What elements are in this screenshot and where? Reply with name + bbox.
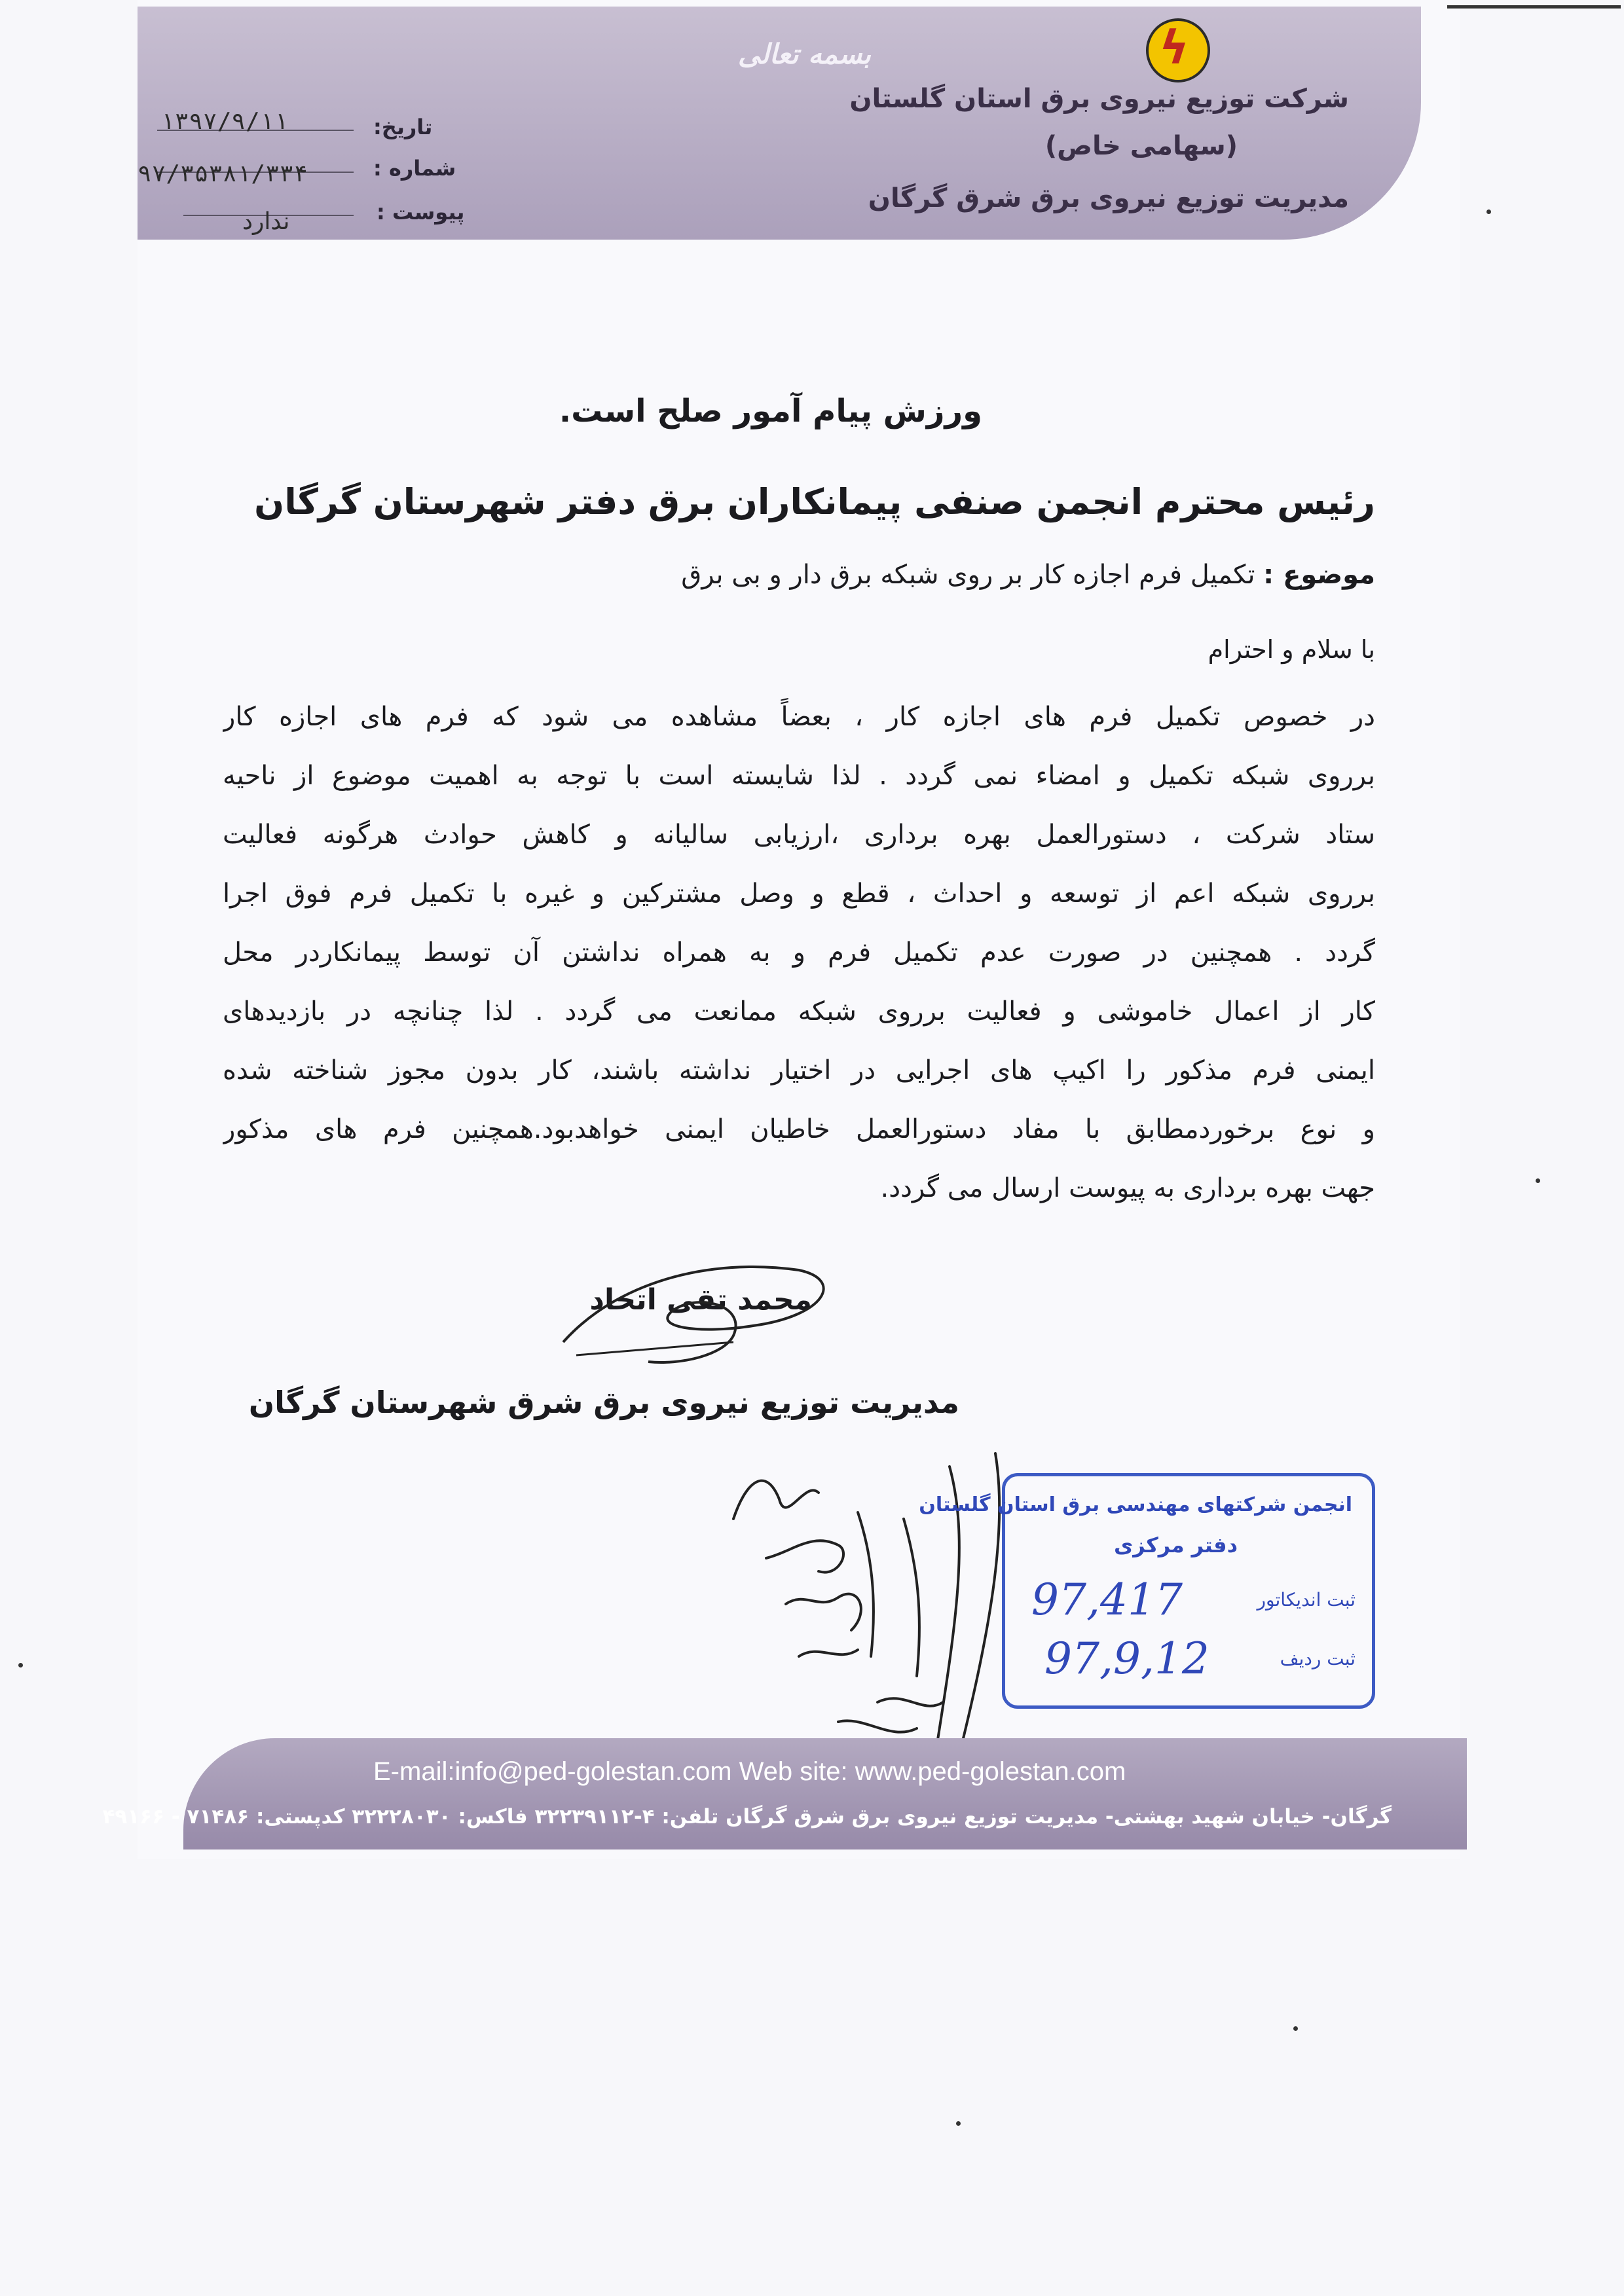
attachment-label: پیوست : (377, 200, 465, 225)
body-line: در خصوص تکمیل فرم های اجازه کار ، بعضاً مشاهده می شود که فرم های اجازه کار (223, 702, 1375, 732)
stamp-title: انجمن شرکتهای مهندسی برق استان گلستان (919, 1493, 1352, 1516)
signer-organization: مدیریت توزیع نیروی برق شرق شهرستان گرگان (248, 1385, 959, 1420)
subject-text: تکمیل فرم اجازه کار بر روی شبکه برق دار و بی برق (681, 560, 1255, 590)
body-line: و نوع برخوردمطابق با مفاد دستورالعمل خاطیان ایمنی خواهدبود.همچنین فرم های مذکور (223, 1114, 1375, 1144)
recipient: رئیس محترم انجمن صنفی پیمانکاران برق دفتر شهرستان گرگان (254, 481, 1375, 522)
body-line: ایمنی فرم مذکور را اکیپ های اجرایی در اختیار نداشته باشند، کار بدون مجوز شناخته شده (223, 1055, 1375, 1085)
footer-address: گرگان- خیابان شهید بهشتی- مدیریت توزیع نیروی برق شرق گرگان تلفن: ۴-۳۲۲۳۹۱۱۲ فاکس: ۳۲۲۲۸۰۳۰ کدپستی: ۷۱۴۸۶ - ۴۹۱۶۶ (102, 1805, 1392, 1829)
greeting: با سلام و احترام (1208, 635, 1375, 664)
company-type: (سهامی خاص) (1044, 131, 1238, 161)
footer-band (183, 1738, 1467, 1850)
body-line: جهت بهره برداری به پیوست ارسال می گردد. (880, 1173, 1375, 1203)
stamp-indicator-value: 97,417 (1031, 1575, 1183, 1625)
scan-speck (18, 1663, 23, 1667)
footer-contact: E-mail:info@ped-golestan.com Web site: www.ped-golestan.com (373, 1757, 1126, 1786)
scan-speck (1536, 1178, 1540, 1183)
scan-speck (1486, 210, 1491, 214)
attachment-value: ندارد (242, 208, 290, 235)
body-line: کار از اعمال خاموشی و فعالیت برروی شبکه ممانعت می گردد . لذا چنانچه در بازدیدهای (223, 996, 1375, 1027)
scan-speck (1293, 2026, 1298, 2031)
logo-lightning-icon: ϟ (1159, 21, 1190, 75)
basmala: بسمه تعالی (737, 38, 871, 70)
stamp-row-value: 97,9,12 (1044, 1633, 1209, 1684)
department-name: مدیریت توزیع نیروی برق شرق گرگان (868, 183, 1349, 213)
body-line: برروی شبکه اعم از توسعه و احداث ، قطع و وصل مشترکین و غیره با تکمیل فرم فوق اجرا (223, 879, 1375, 909)
body-line: ستاد شرکت ، دستورالعمل بهره برداری ،ارزیابی سالیانه و کاهش حوادث هرگونه فعالیت (223, 820, 1375, 850)
letter-body (223, 687, 1375, 1218)
date-value: ۱۳۹۷/۹/۱۱ (160, 108, 289, 135)
signature-scribble (537, 1244, 845, 1388)
subject (681, 560, 1375, 590)
stamp-subtitle: دفتر مرکزی (1113, 1533, 1238, 1558)
number-label: شماره : (373, 156, 456, 181)
signer-name: محمد تقی اتحاد (589, 1283, 812, 1317)
scan-speck (956, 2121, 961, 2126)
stamp-row-label: ثبت ردیف (1280, 1648, 1356, 1669)
motto: ورزش پیام آمور صلح است. (559, 393, 982, 429)
date-label: تاریخ: (373, 115, 433, 139)
company-name: شرکت توزیع نیروی برق استان گلستان (849, 84, 1349, 114)
number-value: ۹۷/۳۵۳۸۱/۳۳۴ (138, 160, 308, 187)
stamp-indicator-label: ثبت اندیکاتور (1257, 1589, 1356, 1611)
subject-label: موضوع : (1263, 560, 1375, 590)
registration-stamp (919, 1473, 1375, 1709)
scan-edge-line (1447, 5, 1621, 9)
body-line: گردد . همچنین در صورت عدم تکمیل فرم و به همراه نداشتن آن توسط پیمانکاردر محل (223, 938, 1375, 968)
body-line: برروی شبکه تکمیل و امضاء نمی گردد . لذا شایسته است با توجه به اهمیت موضوع از ناحیه (223, 761, 1375, 791)
